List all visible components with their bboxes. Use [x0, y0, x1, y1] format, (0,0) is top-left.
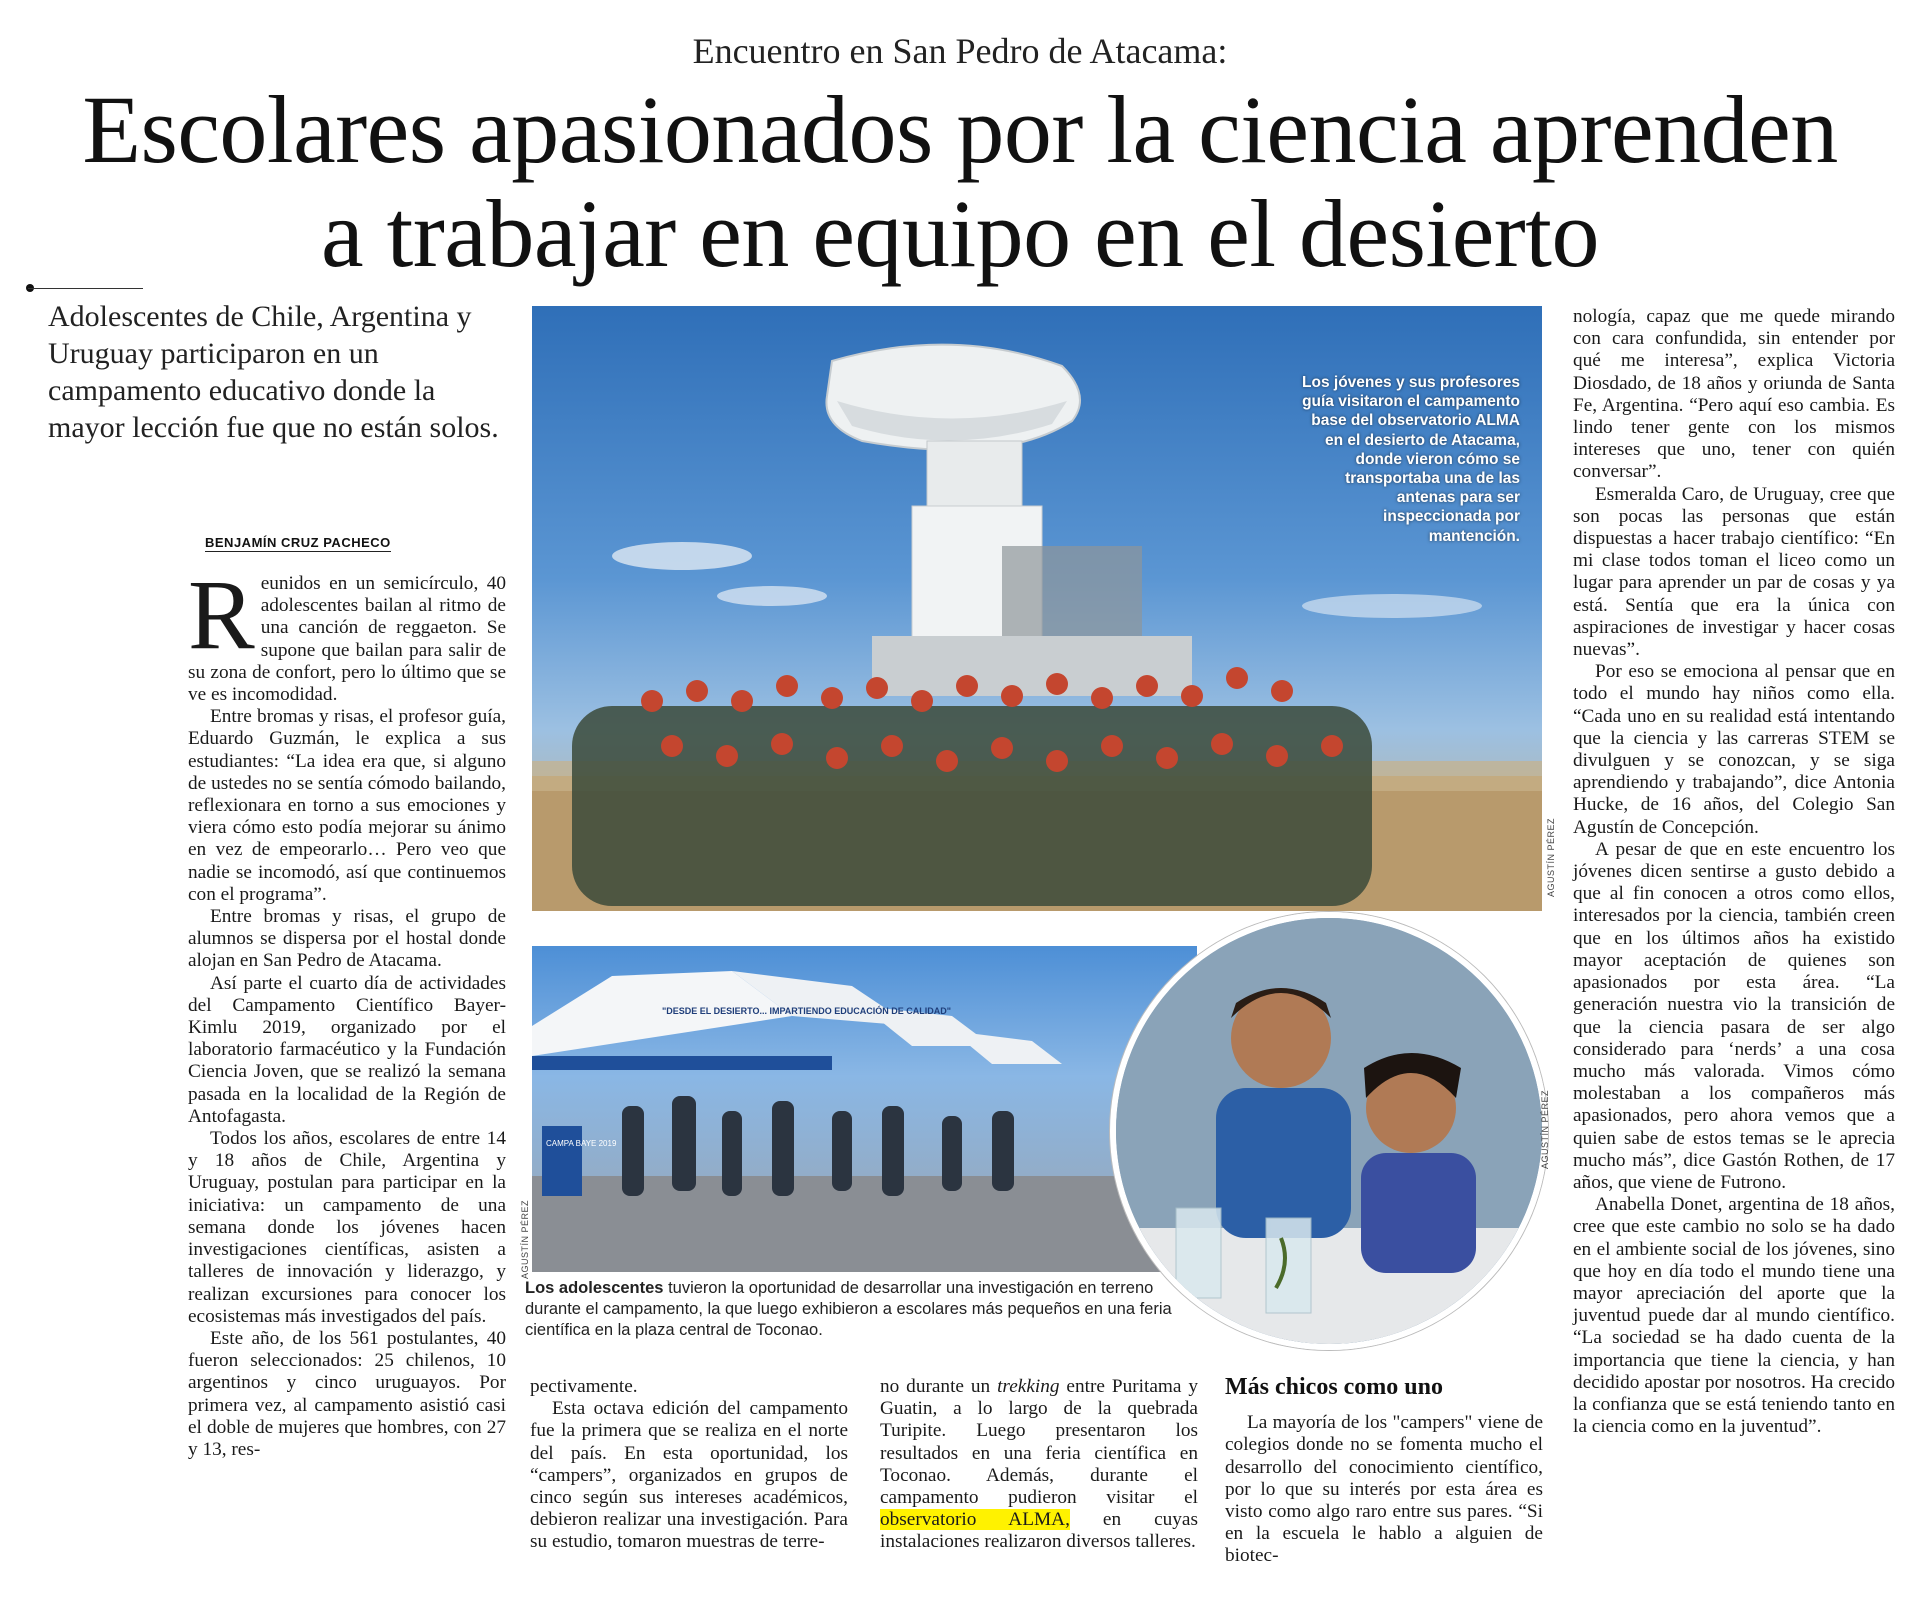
article-column-1: [188, 559, 506, 1461]
paragraph: Por eso se emociona al pensar que en todo el mundo hay niños como ella. “Cada uno en su realidad está intentando que la ciencia y las carreras STEM se divulguen y se conozcan, y se siga aprendiendo y trabajando”, dice Antonia Hucke, de 16 años, del Colegio San Agustín de Concepción.: [1573, 661, 1895, 838]
paragraph: pectivamente.: [530, 1376, 638, 1397]
paragraph: Este año, de los 561 postulantes, 40 fueron seleccionados: 25 chilenos, 10 argentinos y cinco uruguayos. Por primera vez, al campamento asistió casi el doble de mujeres que hombres, con 27 y 13, res-: [188, 1327, 506, 1460]
headline-line-1: Escolares apasionados por la ciencia aprenden: [82, 76, 1838, 183]
lede-rule: [28, 288, 143, 289]
tent-banner: "DESDE EL DESIERTO... IMPARTIENDO EDUCACIÓN DE CALIDAD": [662, 1006, 952, 1016]
caption-text: tuvieron la oportunidad de desarrollar una investigación en terreno durante el campamento, la que luego exhibieron a escolares más pequeños en una feria científica en la plaza central de Toconao.: [525, 1279, 1172, 1339]
highlighted-text: observatorio ALMA,: [880, 1509, 1070, 1531]
campaign-sign: CAMPA BAYE 2019: [546, 1139, 617, 1148]
paragraph: Esmeralda Caro, de Uruguay, cree que son pocas las personas que están dispuestas a hacer trabajo científico: “En mi clase todos toman el liceo como un lugar para aprender un par de cosas y ya está. Sentía que era la única con aspiraciones de investigar y hacer cosas nuevas”.: [1573, 483, 1895, 661]
article-column-2: [530, 1376, 848, 1554]
kicker: Encuentro en San Pedro de Atacama:: [692, 31, 1228, 71]
byline: BENJAMÍN CRUZ PACHECO: [205, 535, 391, 550]
paragraph: Entre bromas y risas, el grupo de alumnos se dispersa por el hostal donde alojan en San Pedro de Atacama.: [188, 906, 506, 972]
paragraph: Entre bromas y risas, el profesor guía, Eduardo Guzmán, le explica a sus estudiantes: “La idea era que, si alguno de ustedes no se sentía cómodo bailando, reflexionara en torno a sus emociones y viera cómo esto podía mejorar su ánimo en vez de empeorarlo… Pero veo que nadie se incomodó, así que continuemos con el programa”.: [188, 706, 506, 905]
lede: Adolescentes de Chile, Argentina y Uruguay participaron en un campamento educativo donde la mayor lección fue que no están solos.: [48, 300, 499, 444]
photo-caption-bottom: [525, 1278, 1205, 1341]
paragraph: Así parte el cuarto día de actividades del Campamento Científico Bayer-Kimlu 2019, organizado por el laboratorio farmacéutico y la Fundación Ciencia Joven, que se realizó la semana pasada en la localidad de la Región de Antofagasta.: [188, 972, 506, 1127]
article-column-3: [880, 1376, 1198, 1554]
photo-kids-credit: AGUSTÍN PÉREZ: [1540, 1090, 1550, 1170]
paragraph: Reunidos en un semicírculo, 40 adolescentes bailan al ritmo de una canción de reggaeton. Se supone que bailan para salir de su zona de confort, pero lo último que se ve es incomodidad.: [188, 559, 506, 706]
paragraph: La mayoría de los "campers" viene de colegios donde no se fomenta mucho el desarrollo del conocimiento científico, por lo que su interés por esta área es visto como algo raro entre sus pares. “Si en la escuela le hablo a alguien de biotec-: [1225, 1412, 1543, 1567]
photo-tents-illustration: [532, 946, 1197, 1272]
photo-main-caption: Los jóvenes y sus profesores guía visitaron el campamento base del observatorio ALMA en el desierto de Atacama, donde vieron cómo se transportaba una de las antenas para ser inspeccionada por mantención.: [1302, 374, 1520, 545]
headline: [0, 78, 1920, 286]
paragraph: Anabella Donet, argentina de 18 años, cree que este cambio no solo se ha dado en el ambiente social de los jóvenes, sino que hoy en día todo el mundo tiene una mayor apreciación del aporte que la juventud puede dar al mundo científico. “La sociedad se ha dado cuenta de la importancia que tiene la ciencia, y han decidido apostar por nosotros. Ha crecido la confianza que se está teniendo tanto en la ciencia como en la juventud”.: [1573, 1194, 1895, 1438]
photo-science-fair-tents: [532, 946, 1197, 1272]
paragraph: A pesar de que en este encuentro los jóvenes dicen sentirse a gusto debido a que al fin conocen a otros como ellos, interesados por la ciencia, también creen que en los últimos años ha existido mayor aceptación de quienes son apasionados por esta área. “La generación nuestra vio la transición de que la ciencia pasara de ser algo considerado para ‘nerds’ a una cosa mucho más valorada. Vimos cómo molestaban a los compañeros más apasionados, pero ahora vemos que a quien sabe de estos temas se le aprecia mucho más”, dice Gastón Rothen, de 17 años, que viene de Futrono.: [1573, 838, 1895, 1193]
article-column-5: [1573, 306, 1895, 1438]
photo-main-credit: AGUSTÍN PÉREZ: [1546, 818, 1556, 898]
article-column-4: [1225, 1376, 1543, 1568]
paragraph: Esta octava edición del campamento fue la primera que se realiza en el norte del país. En esta oportunidad, los “campers”, organizados en grupos de cinco según sus intereses académicos, debieron realizar una investigación. Para su estudio, tomaron muestras de terre-: [530, 1398, 848, 1553]
paragraph: nología, capaz que me quede mirando con cara confundida, sin entender por qué me interesa”, explica Victoria Diosdado, de 18 años y oriunda de Santa Fe, Argentina. “Pero aquí eso cambia. Es lindo tener gente con los mismos intereses que uno, tener con quién conversar”.: [1573, 306, 1895, 483]
paragraph: Todos los años, escolares de entre 14 y 18 años de Chile, Argentina y Uruguay, postulan para participar en la iniciativa: un campamento de una semana donde los jóvenes hacen investigaciones científicas, asisten a talleres de innovación y liderazgo, y realizan excursiones para conocer los ecosistemas más investigados del país.: [188, 1128, 506, 1327]
paragraph: no durante un trekking entre Puritama y Guatin, a lo largo de la quebrada Turipite. Luego presentaron los resultados en una feria científica en Toconao. Además, durante el campamento pudieron visitar el observatorio ALMA, en cuyas instalaciones realizaron diversos talleres.: [880, 1376, 1198, 1553]
subheading: Más chicos como uno: [1225, 1374, 1443, 1400]
headline-line-2: a trabajar en equipo en el desierto: [321, 180, 1599, 287]
caption-bold-lead: Los adolescentes: [525, 1279, 664, 1297]
drop-cap: R: [188, 559, 255, 670]
photo-tents-credit: AGUSTÍN PÉREZ: [520, 1200, 530, 1280]
